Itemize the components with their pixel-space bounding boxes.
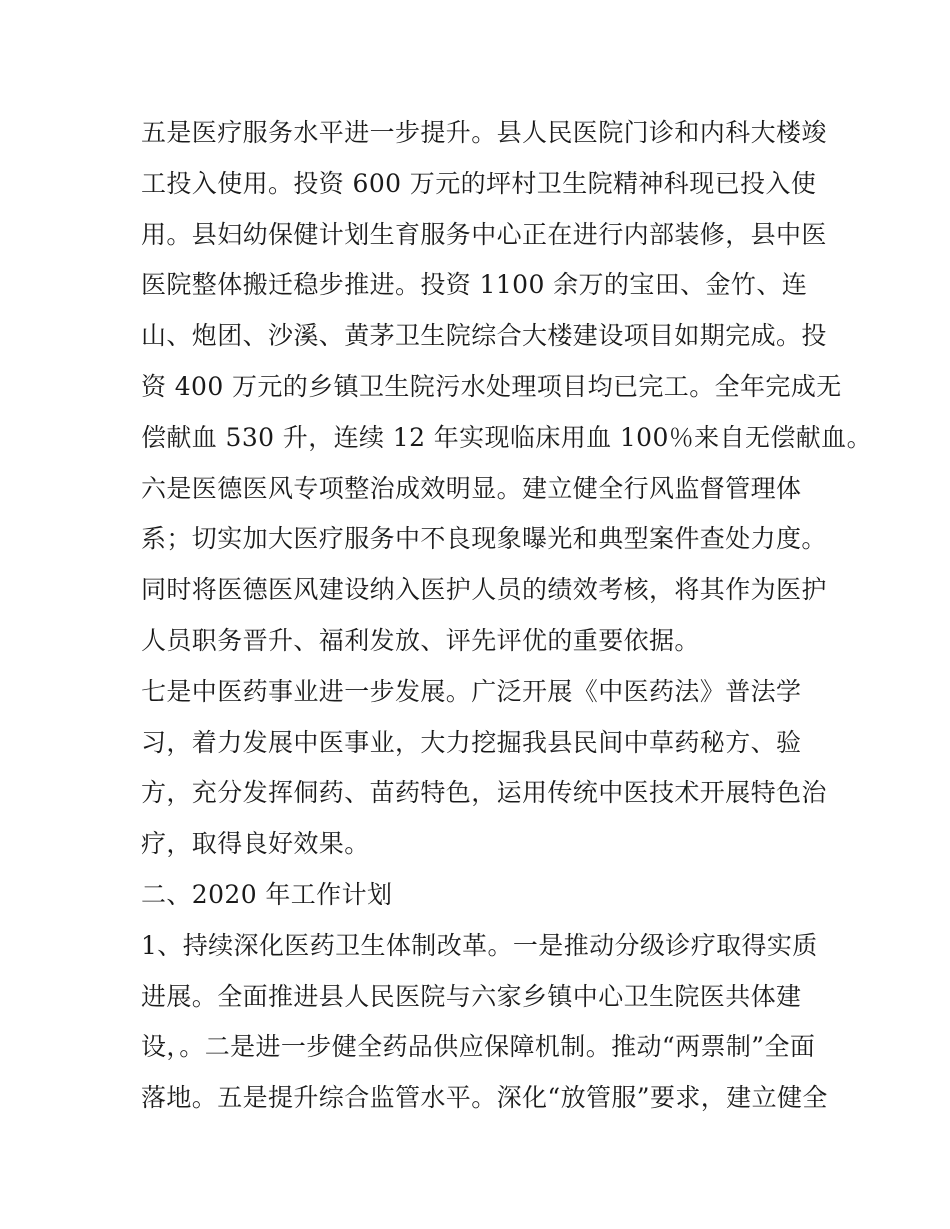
text-line: 落地。五是提升综合监管水平。深化“放管服”要求，建立健全 (141, 1083, 828, 1113)
text-line: 五是医疗服务水平进一步提升。县人民医院门诊和内科大楼竣 (141, 118, 827, 147)
text-line: 方，充分发挥侗药、苗药特色，运用传统中医技术开展特色治 (141, 778, 827, 808)
text-line: 疗，取得良好效果。 (141, 829, 370, 859)
text-line: 进展。全面推进县人民医院与六家乡镇中心卫生院医共体建 (141, 981, 802, 1011)
text-line: 人员职务晋升、福利发放、评先评优的重要依据。 (141, 625, 700, 655)
text-line: 习，着力发展中医事业，大力挖掘我县民间中草药秘方、验 (141, 727, 802, 757)
text-line: 医院整体搬迁稳步推进。投资 1100 余万的宝田、金竹、连 (141, 270, 808, 300)
text-line: 资 400 万元的乡镇卫生院污水处理项目均已完工。全年完成无 (141, 371, 842, 401)
text-line: 同时将医德医风建设纳入医护人员的绩效考核，将其作为医护 (141, 575, 827, 605)
text-line: 设，。二是进一步健全药品供应保障机制。推动“两票制”全面 (141, 1032, 816, 1062)
text-line: 工投入使用。投资 600 万元的坪村卫生院精神科现已投入使 (141, 168, 817, 198)
document-body (141, 108, 872, 1124)
text-line: 山、炮团、沙溪、黄茅卫生院综合大楼建设项目如期完成。投 (141, 321, 827, 351)
text-line: 偿献血 530 升，连续 12 年实现临床用血 100％来自无偿献血。 (141, 422, 872, 452)
text-line: 系；切实加大医疗服务中不良现象曝光和典型案件查处力度。 (141, 524, 827, 554)
section-heading: 二、2020 年工作计划 (141, 879, 393, 909)
text-line: 六是医德医风专项整治成效明显。建立健全行风监督管理体 (141, 473, 802, 503)
text-line: 七是中医药事业进一步发展。广泛开展《中医药法》普法学 (141, 676, 802, 706)
text-line: 用。县妇幼保健计划生育服务中心正在进行内部装修，县中医 (141, 219, 827, 249)
text-line: 1、持续深化医药卫生体制改革。一是推动分级诊疗取得实质 (141, 930, 818, 960)
